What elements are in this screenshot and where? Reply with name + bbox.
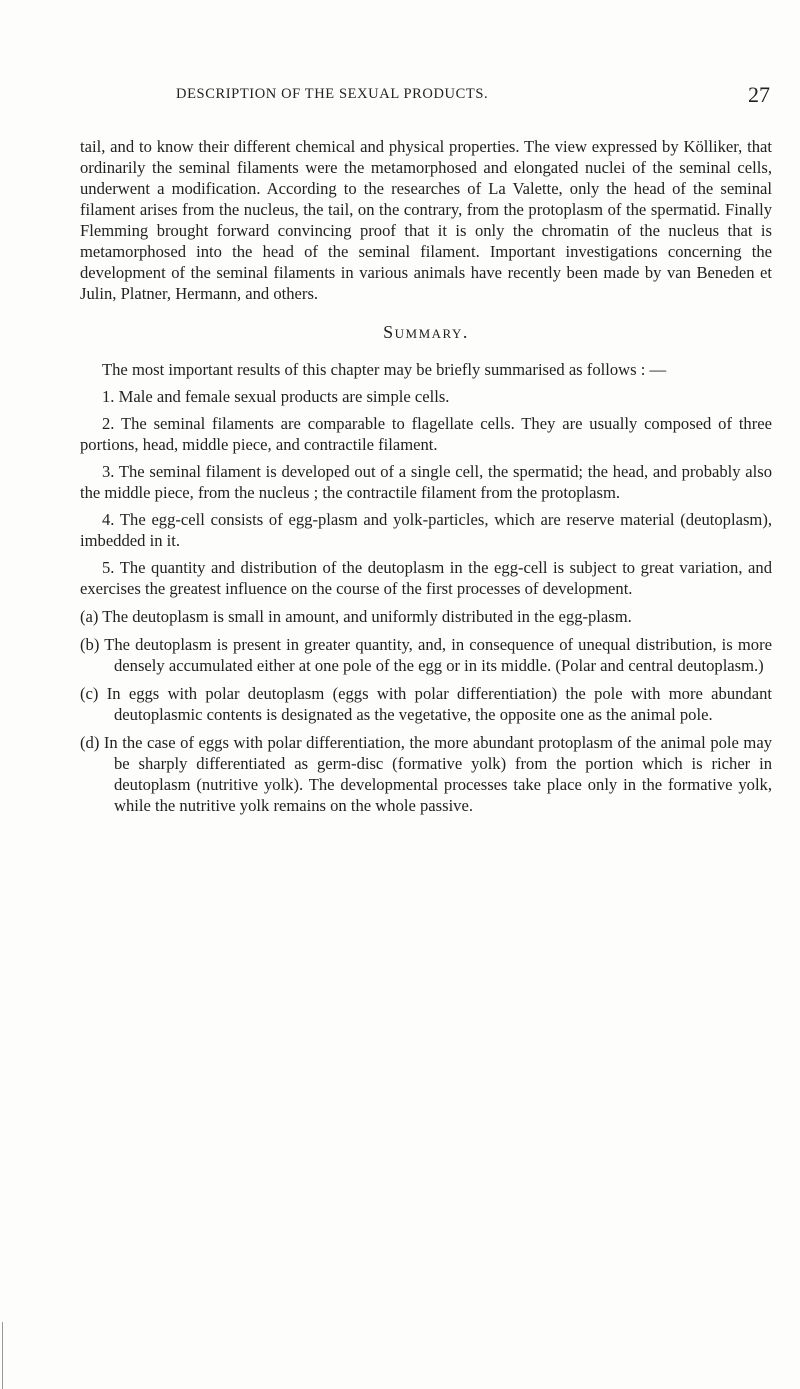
page-number: 27: [748, 82, 770, 107]
summary-lead: The most important results of this chapter may be briefly summarised as follows : —: [102, 360, 667, 379]
body-text: [80, 136, 772, 816]
summary-heading: Summary.: [383, 322, 469, 342]
summary-sub-item-b: (b) The deutoplasm is present in greater quantity, and, in consequence of unequal distribution, is more densely accumulated either at one pole of the egg or in its middle. (Polar and central deutoplasm.): [80, 635, 772, 675]
running-head: [88, 82, 788, 110]
summary-sub-item-c: (c) In eggs with polar deutoplasm (eggs with polar differentiation) the pole with more abundant deutoplasmic contents is designated as the vegetative, the opposite one as the animal pole.: [80, 684, 772, 724]
intro-paragraph: tail, and to know their different chemical and physical properties. The view expressed by Kölliker, that ordinarily the seminal filaments were the metamorphosed and elongated nuclei of the seminal cells, underwent a modification. According to the researches of La Valette, only the head of the seminal filament arises from the nucleus, the tail, on the contrary, from the protoplasm of the spermatid. Finally Flemming brought forward convincing proof that it is only the chromatin of the nucleus that is metamorphosed into the head of the seminal filament. Important investigations concerning the development of the seminal filaments in various animals have recently been made by van Beneden et Julin, Platner, Hermann, and others.: [80, 137, 772, 303]
summary-sub-item-a: (a) The deutoplasm is small in amount, and uniformly distributed in the egg-plasm.: [80, 607, 632, 626]
summary-item-3: 3. The seminal filament is developed out of a single cell, the spermatid; the head, and probably also the middle piece, from the nucleus ; the contractile filament from the protoplasm.: [80, 462, 772, 502]
summary-item-1: 1. Male and female sexual products are simple cells.: [102, 387, 450, 406]
page-edge-shadow: [2, 1322, 3, 1389]
summary-item-4: 4. The egg-cell consists of egg-plasm and yolk-particles, which are reserve material (deutoplasm), imbedded in it.: [80, 510, 772, 550]
running-title: DESCRIPTION OF THE SEXUAL PRODUCTS.: [176, 86, 489, 102]
summary-sub-item-d: (d) In the case of eggs with polar differentiation, the more abundant protoplasm of the animal pole may be sharply differentiated as germ-disc (formative yolk) from the portion which is richer in deutoplasm (nutritive yolk). The developmental processes take place only in the formative yolk, while the nutritive yolk remains on the whole passive.: [80, 733, 772, 815]
summary-item-2: 2. The seminal filaments are comparable to flagellate cells. They are usually composed of three portions, head, middle piece, and contractile filament.: [80, 414, 772, 454]
summary-item-5: 5. The quantity and distribution of the deutoplasm in the egg-cell is subject to great variation, and exercises the greatest influence on the course of the first processes of development.: [80, 558, 772, 598]
